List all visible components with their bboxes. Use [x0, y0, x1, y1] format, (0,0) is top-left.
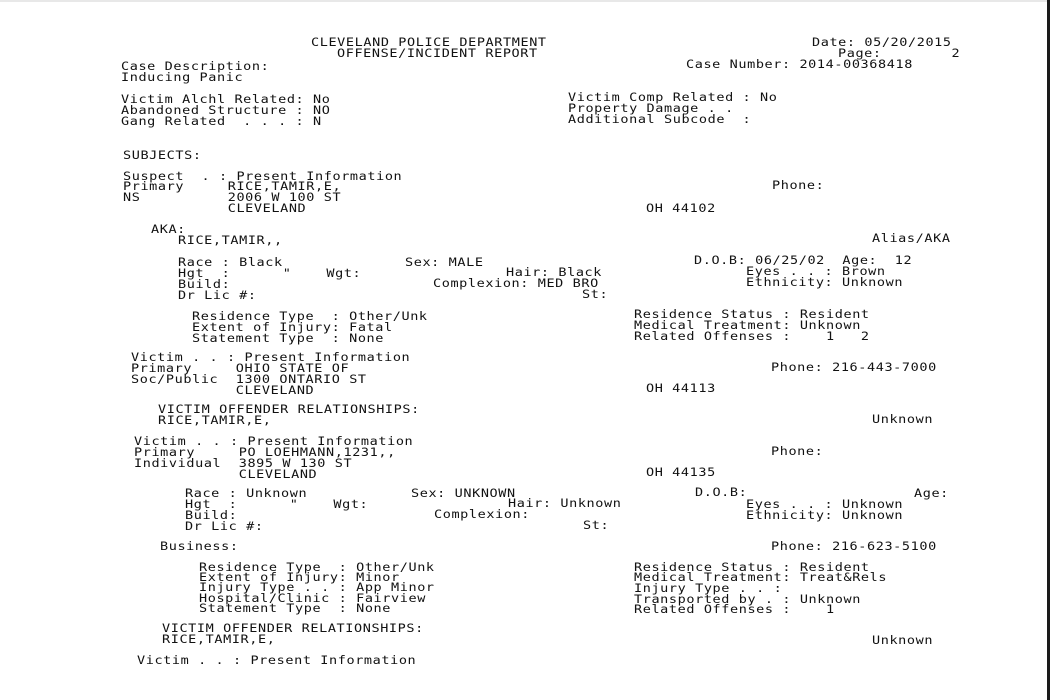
victim-comp-related: Victim Comp Related : No — [568, 91, 778, 105]
scan-top-edge — [0, 0, 1050, 2]
victim1-phone: Phone: 216-443-7000 — [771, 361, 937, 375]
victim1-relationship-name: RICE,TAMIR,E, — [158, 414, 272, 428]
suspect-state-zip: OH 44102 — [646, 202, 716, 216]
victim1-line-2: Primary OHIO STATE OF — [131, 362, 350, 376]
case-description: Inducing Panic — [121, 71, 244, 85]
suspect-line-4: CLEVELAND — [123, 202, 307, 216]
suspect-statement-type: Statement Type : None — [192, 332, 385, 346]
additional-subcode: Additional Subcode : — [568, 113, 752, 127]
suspect-build: Build: — [178, 278, 231, 292]
victim-alcohol-related: Victim Alchl Related: No — [121, 93, 331, 107]
business-label: Business: — [160, 540, 239, 554]
suspect-dob-age: D.O.B: 06/25/02 Age: 12 — [694, 254, 913, 268]
victim2-related-offenses: Related Offenses : 1 — [634, 603, 835, 617]
case-description-label: Case Description: — [121, 60, 270, 74]
suspect-ethnicity: Ethnicity: Unknown — [746, 276, 904, 290]
victim2-relationship-name: RICE,TAMIR,E, — [162, 633, 276, 647]
victim2-state-zip: OH 44135 — [646, 466, 716, 480]
suspect-race: Race : Black — [178, 256, 283, 270]
report-type: OFFENSE/INCIDENT REPORT — [337, 47, 538, 61]
gang-related: Gang Related . . . : N — [121, 115, 322, 129]
victim2-hospital-clinic: Hospital/Clinic : Fairview — [199, 592, 426, 606]
victim2-residence-type: Residence Type : Other/Unk — [199, 561, 435, 575]
suspect-residence-type: Residence Type : Other/Unk — [192, 310, 428, 324]
victim2-eyes: Eyes . . : Unknown — [746, 498, 904, 512]
victim1-line-3: Soc/Public 1300 ONTARIO ST — [131, 373, 367, 387]
suspect-related-offenses: Related Offenses : 1 2 — [634, 330, 870, 344]
case-number: Case Number: 2014-00368418 — [686, 58, 913, 72]
alias-aka: Alias/AKA — [872, 232, 951, 246]
victim1-relationship-value: Unknown — [872, 413, 934, 427]
business-phone: Phone: 216-623-5100 — [771, 540, 937, 554]
suspect-medical-treatment: Medical Treatment: Unknown — [634, 319, 861, 333]
victim2-height-weight: Hgt : " Wgt: — [185, 498, 369, 512]
suspect-sex: Sex: MALE — [405, 256, 484, 270]
suspect-complexion: Complexion: MED BRO — [433, 277, 599, 291]
victim2-line-4: CLEVELAND — [134, 468, 318, 482]
victim2-line-3: Individual 3895 W 130 ST — [134, 457, 353, 471]
victim2-injury-type: Injury Type . . : App Minor — [199, 581, 435, 595]
victim2-relationships-label: VICTIM OFFENDER RELATIONSHIPS: — [162, 622, 424, 636]
victim2-residence-status: Residence Status : Resident — [634, 561, 870, 575]
suspect-eyes: Eyes . . : Brown — [746, 265, 886, 279]
victim2-sex: Sex: UNKNOWN — [411, 487, 516, 501]
suspect-phone: Phone: — [772, 179, 825, 193]
victim2-medical-treatment: Medical Treatment: Treat&Rels — [634, 571, 888, 585]
aka-name: RICE,TAMIR,, — [178, 234, 283, 248]
subjects-heading: SUBJECTS: — [123, 149, 202, 163]
victim2-license-state: St: — [583, 519, 610, 533]
report-date: Date: 05/20/2015 — [812, 36, 952, 50]
victim2-race: Race : Unknown — [185, 487, 308, 501]
suspect-line-1: Suspect . : Present Information — [123, 170, 403, 184]
victim2-age: Age: — [914, 487, 949, 501]
aka-label: AKA: — [151, 223, 186, 237]
victim2-injury-type-2: Injury Type . . : — [634, 582, 783, 596]
victim2-ethnicity: Ethnicity: Unknown — [746, 509, 904, 523]
victim2-build: Build: — [185, 509, 238, 523]
victim2-relationship-value: Unknown — [872, 634, 934, 648]
department-title: CLEVELAND POLICE DEPARTMENT — [311, 36, 547, 50]
victim1-line-4: CLEVELAND — [131, 384, 315, 398]
victim2-line-1: Victim . . : Present Information — [134, 435, 414, 449]
property-damage: Property Damage . . — [568, 102, 734, 116]
suspect-line-3: NS 2006 W 100 ST — [123, 191, 342, 205]
victim2-phone: Phone: — [771, 445, 824, 459]
abandoned-structure: Abandoned Structure : NO — [121, 104, 331, 118]
suspect-residence-status: Residence Status : Resident — [634, 308, 870, 322]
suspect-line-2: Primary RICE,TAMIR,E, — [123, 180, 342, 194]
victim1-state-zip: OH 44113 — [646, 382, 716, 396]
victim2-statement-type: Statement Type : None — [199, 602, 392, 616]
victim2-dob: D.O.B: — [695, 486, 748, 500]
page-number: Page: 2 — [838, 47, 961, 61]
suspect-hair: Hair: Black — [506, 266, 603, 280]
suspect-height-weight: Hgt : " Wgt: — [178, 267, 362, 281]
victim2-hair: Hair: Unknown — [508, 497, 622, 511]
suspect-extent-of-injury: Extent of Injury: Fatal — [192, 321, 393, 335]
victim1-line-1: Victim . . : Present Information — [131, 351, 411, 365]
victim2-line-2: Primary PO LOEHMANN,1231,, — [134, 446, 396, 460]
victim2-transported-by: Transported by . : Unknown — [634, 593, 861, 607]
victim2-complexion: Complexion: — [434, 508, 531, 522]
victim3-line-1: Victim . . : Present Information — [137, 654, 417, 668]
victim1-relationships-label: VICTIM OFFENDER RELATIONSHIPS: — [158, 403, 420, 417]
suspect-drivers-license: Dr Lic #: — [178, 289, 257, 303]
victim2-drivers-license: Dr Lic #: — [185, 520, 264, 534]
victim2-extent-of-injury: Extent of Injury: Minor — [199, 571, 400, 585]
suspect-license-state: St: — [582, 288, 609, 302]
